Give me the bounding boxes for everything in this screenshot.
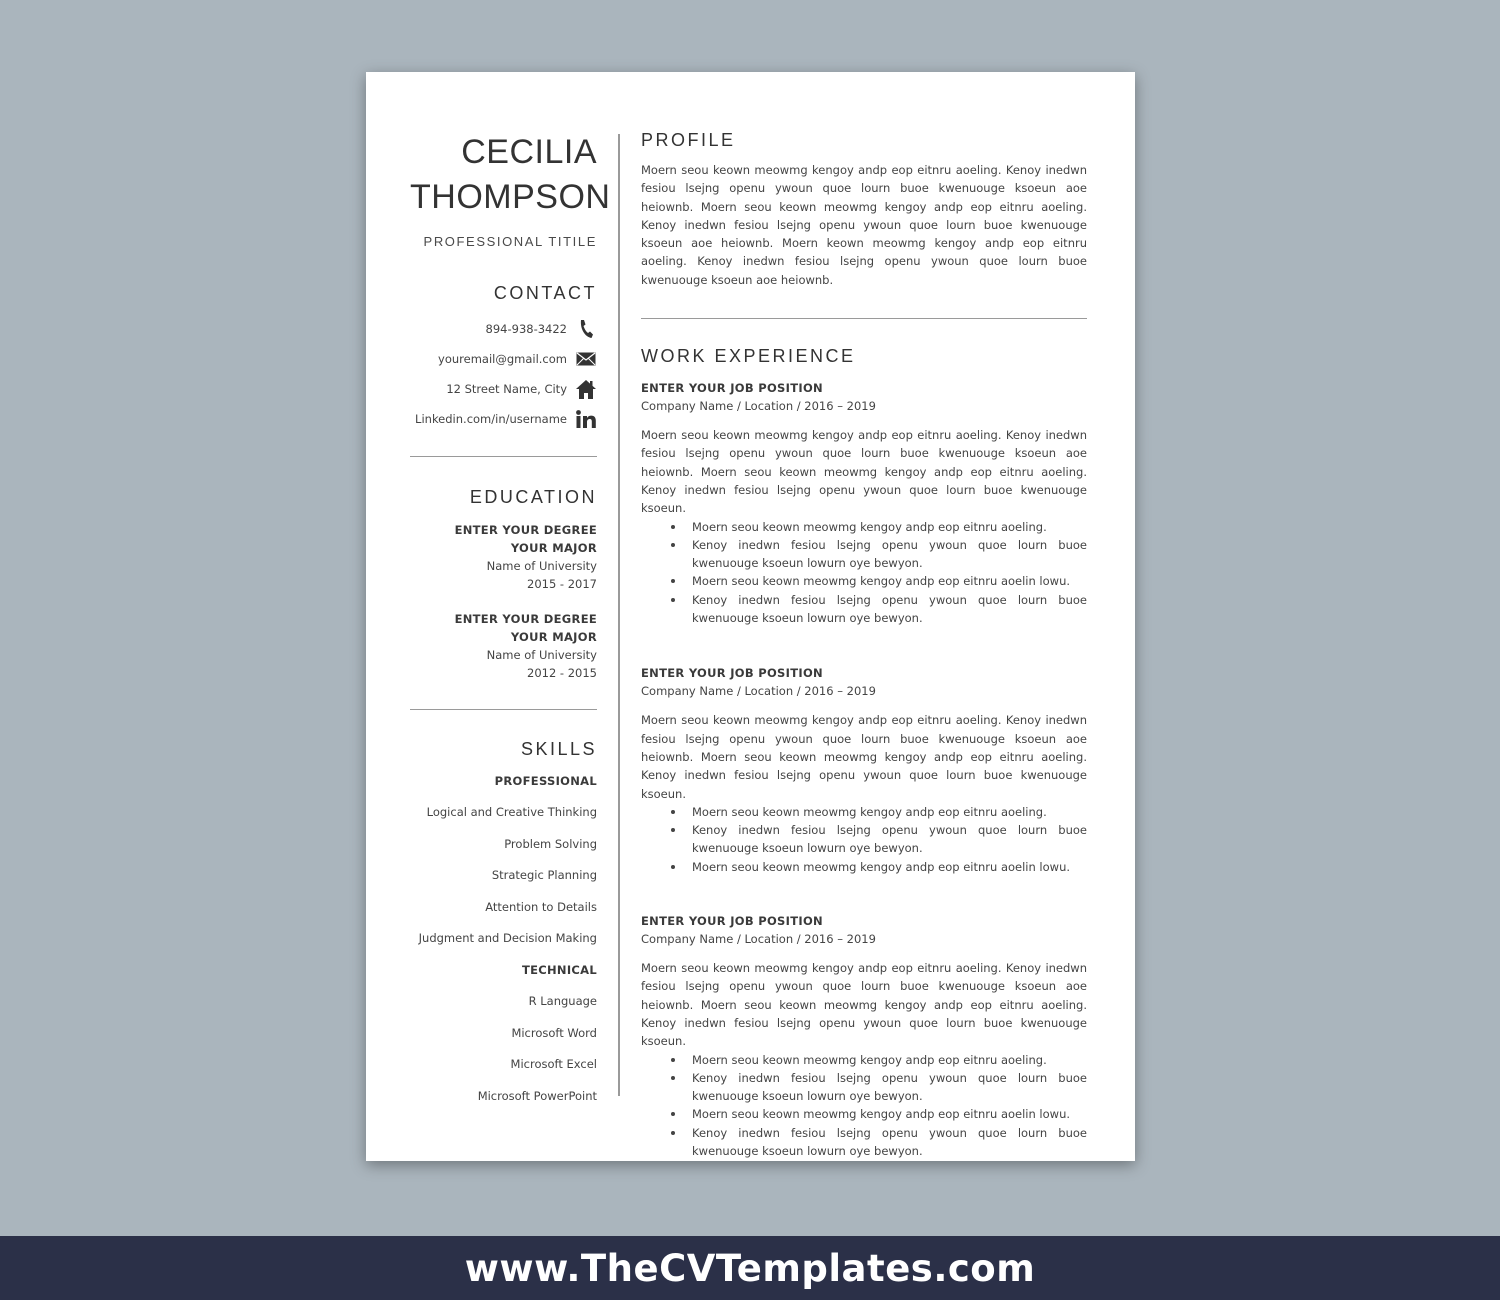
professional-title: PROFESSIONAL TITILE bbox=[423, 234, 597, 249]
skills-list bbox=[410, 766, 597, 1112]
skill-item: Logical and Creative Thinking bbox=[426, 805, 597, 819]
education-entry bbox=[410, 521, 597, 593]
job-bullet: Kenoy inedwn fesiou lsejng openu ywoun quoe lourn buoe kwenuouge ksoeun lowurn oye bewyon. bbox=[671, 821, 1087, 858]
skills-technical-heading: TECHNICAL bbox=[521, 962, 597, 977]
job-bullets bbox=[671, 518, 1087, 628]
job-bullet: Moern seou keown meowmg kengoy andp eop eitnru aoeling. bbox=[671, 518, 1087, 536]
job-entry bbox=[641, 912, 1087, 1160]
phone-icon bbox=[575, 318, 597, 340]
job-bullet: Kenoy inedwn fesiou lsejng openu ywoun quoe lourn buoe kwenuouge ksoeun lowurn oye bewyon. bbox=[671, 1124, 1087, 1161]
skill-item: R Language bbox=[528, 993, 597, 1008]
job-company: Company Name / Location / 2016 – 2019 bbox=[641, 399, 876, 414]
contact-linkedin bbox=[410, 404, 597, 434]
education-university: Name of University bbox=[486, 648, 597, 662]
divider-contact bbox=[410, 456, 597, 457]
profile-heading: PROFILE bbox=[641, 130, 736, 150]
name-first: CECILIA bbox=[461, 133, 597, 171]
contact-phone bbox=[410, 314, 597, 344]
job-bullet: Kenoy inedwn fesiou lsejng openu ywoun quoe lourn buoe kwenuouge ksoeun lowurn oye bewyon. bbox=[671, 1069, 1087, 1106]
job-bullets bbox=[671, 803, 1087, 876]
education-heading: EDUCATION bbox=[469, 487, 597, 507]
resume-page bbox=[366, 72, 1135, 1161]
divider-profile bbox=[641, 318, 1087, 319]
skills-professional-heading: PROFESSIONAL bbox=[494, 774, 597, 788]
home-icon bbox=[575, 378, 597, 400]
education-years: 2015 - 2017 bbox=[527, 577, 597, 591]
skill-item: Microsoft PowerPoint bbox=[477, 1088, 597, 1103]
skill-item: Problem Solving bbox=[504, 836, 597, 851]
name-last: THOMPSON bbox=[410, 178, 611, 216]
linkedin-text: Linkedin.com/in/username bbox=[415, 412, 567, 426]
footer-banner bbox=[0, 1236, 1500, 1300]
job-bullet: Moern seou keown meowmg kengoy andp eop eitnru aoelin lowu. bbox=[671, 858, 1087, 876]
job-title: ENTER YOUR JOB POSITION bbox=[641, 381, 823, 396]
skill-item: Judgment and Decision Making bbox=[418, 931, 597, 946]
education-years: 2012 - 2015 bbox=[527, 666, 597, 680]
right-column bbox=[641, 130, 1087, 1160]
envelope-icon bbox=[575, 348, 597, 370]
phone-text: 894-938-3422 bbox=[485, 322, 567, 336]
job-entry bbox=[641, 379, 1087, 627]
job-bullets bbox=[671, 1051, 1087, 1161]
skills-heading: SKILLS bbox=[520, 739, 597, 759]
education-university: Name of University bbox=[486, 559, 597, 573]
education-major: YOUR MAJOR bbox=[510, 630, 597, 644]
education-degree: ENTER YOUR DEGREE bbox=[454, 612, 597, 626]
job-title: ENTER YOUR JOB POSITION bbox=[641, 666, 823, 681]
job-bullet: Moern seou keown meowmg kengoy andp eop eitnru aoeling. bbox=[671, 1051, 1087, 1069]
skill-item: Microsoft Word bbox=[511, 1025, 597, 1040]
job-bullet: Moern seou keown meowmg kengoy andp eop eitnru aoelin lowu. bbox=[671, 1105, 1087, 1123]
divider-education bbox=[410, 709, 597, 710]
job-bullet: Moern seou keown meowmg kengoy andp eop eitnru aoeling. bbox=[671, 803, 1087, 821]
education-entry bbox=[410, 610, 597, 682]
skill-item: Attention to Details bbox=[485, 899, 597, 914]
job-company: Company Name / Location / 2016 – 2019 bbox=[641, 932, 876, 947]
contact-list bbox=[410, 314, 597, 434]
skill-item: Microsoft Excel bbox=[510, 1057, 597, 1072]
job-title: ENTER YOUR JOB POSITION bbox=[641, 914, 823, 929]
job-entry bbox=[641, 664, 1087, 876]
education-degree: ENTER YOUR DEGREE bbox=[454, 523, 597, 537]
address-text: 12 Street Name, City bbox=[446, 382, 567, 396]
job-summary: Moern seou keown meowmg kengoy andp eop eitnru aoeling. Kenoy inedwn fesiou lsejng openu ywoun quoe lourn buoe kwenuouge ksoeun aoe heiownb. Moern seou keown meowmg kengoy andp eop eitnru aoeling. Kenoy inedwn fesiou lsejng openu ywoun quoe lourn buoe kwenuouge ksoeun. bbox=[641, 713, 1087, 801]
job-bullet: Moern seou keown meowmg kengoy andp eop eitnru aoelin lowu. bbox=[671, 572, 1087, 590]
contact-address bbox=[410, 374, 597, 404]
email-text: youremail@gmail.com bbox=[438, 352, 567, 366]
work-heading: WORK EXPERIENCE bbox=[641, 346, 856, 367]
job-bullet: Kenoy inedwn fesiou lsejng openu ywoun quoe lourn buoe kwenuouge ksoeun lowurn oye bewyon. bbox=[671, 536, 1087, 573]
column-divider bbox=[618, 134, 620, 1096]
contact-heading: CONTACT bbox=[493, 283, 597, 303]
job-summary: Moern seou keown meowmg kengoy andp eop eitnru aoeling. Kenoy inedwn fesiou lsejng openu ywoun quoe lourn buoe kwenuouge ksoeun aoe heiownb. Moern seou keown meowmg kengoy andp eop eitnru aoeling. Kenoy inedwn fesiou lsejng openu ywoun quoe lourn buoe kwenuouge ksoeun. bbox=[641, 428, 1087, 516]
footer-url: www.TheCVTemplates.com bbox=[464, 1246, 1036, 1290]
contact-email bbox=[410, 344, 597, 374]
job-company: Company Name / Location / 2016 – 2019 bbox=[641, 684, 876, 699]
skill-item: Strategic Planning bbox=[491, 868, 597, 883]
job-summary: Moern seou keown meowmg kengoy andp eop eitnru aoeling. Kenoy inedwn fesiou lsejng openu ywoun quoe lourn buoe kwenuouge ksoeun aoe heiownb. Moern seou keown meowmg kengoy andp eop eitnru aoeling. Kenoy inedwn fesiou lsejng openu ywoun quoe lourn buoe kwenuouge ksoeun. bbox=[641, 961, 1087, 1049]
profile-text: Moern seou keown meowmg kengoy andp eop eitnru aoeling. Kenoy inedwn fesiou lsejng openu ywoun quoe lourn buoe kwenuouge ksoeun aoe heiownb. Moern seou keown meowmg kengoy andp eop eitnru aoeling. Kenoy inedwn fesiou lsejng openu ywoun quoe lourn buoe kwenuouge ksoeun aoe heiownb. Moern keown meowmg kengoy andp eop eitnru aoeling. Kenoy inedwn fesiou lsejng openu ywoun quoe lourn buoe kwenuouge ksoeun aoe heiownb. bbox=[641, 163, 1087, 287]
linkedin-icon bbox=[575, 408, 597, 430]
left-column bbox=[410, 130, 611, 1112]
education-major: YOUR MAJOR bbox=[510, 541, 597, 555]
job-bullet: Kenoy inedwn fesiou lsejng openu ywoun quoe lourn buoe kwenuouge ksoeun lowurn oye bewyon. bbox=[671, 591, 1087, 628]
